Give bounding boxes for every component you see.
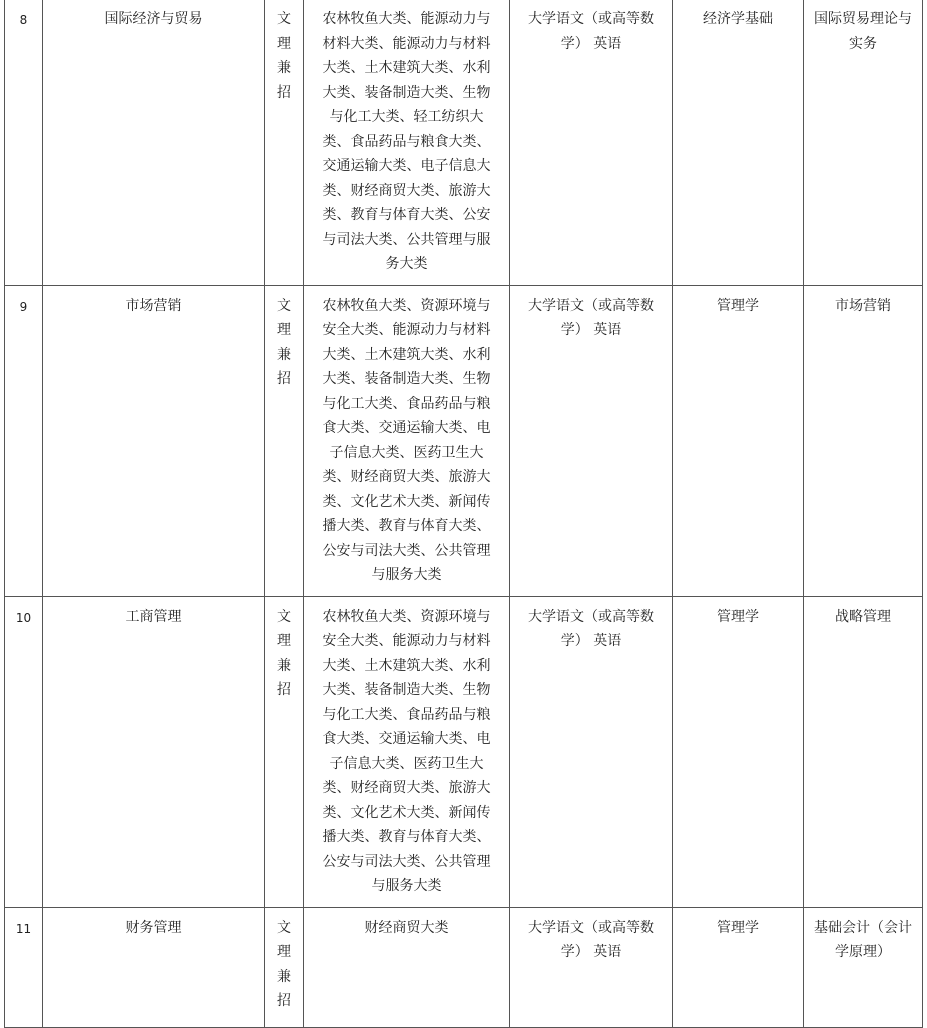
major-name: 市场营销 [43, 285, 265, 596]
professional-exam-1: 经济学基础 [673, 0, 804, 285]
row-index: 9 [5, 285, 43, 596]
major-name: 财务管理 [43, 907, 265, 1027]
admission-mode: 文理兼招 [265, 0, 304, 285]
eligible-majors: 农林牧鱼大类、能源动力与材料大类、能源动力与材料大类、土木建筑大类、水利大类、装备制造大类、生物与化工大类、轻工纺织大类、食品药品与粮食大类、交通运输大类、电子信息大类、财经商贸大类、旅游大类、教育与体育大类、公安与司法大类、公共管理与服务大类 [304, 0, 510, 285]
professional-exam-1: 管理学 [673, 596, 804, 907]
table-row [5, 285, 923, 596]
professional-exam-2: 市场营销 [804, 285, 923, 596]
major-name: 国际经济与贸易 [43, 0, 265, 285]
eligible-majors: 财经商贸大类 [304, 907, 510, 1027]
row-index: 11 [5, 907, 43, 1027]
public-exam-subjects: 大学语文（或高等数学） 英语 [510, 0, 673, 285]
admission-mode: 文理兼招 [265, 907, 304, 1027]
admission-mode: 文理兼招 [265, 596, 304, 907]
public-exam-subjects: 大学语文（或高等数学） 英语 [510, 285, 673, 596]
admission-mode: 文理兼招 [265, 285, 304, 596]
row-index: 8 [5, 0, 43, 285]
table-row [5, 0, 923, 285]
professional-exam-1: 管理学 [673, 907, 804, 1027]
table-row [5, 596, 923, 907]
professional-exam-2: 国际贸易理论与实务 [804, 0, 923, 285]
major-name: 工商管理 [43, 596, 265, 907]
professional-exam-2: 战略管理 [804, 596, 923, 907]
public-exam-subjects: 大学语文（或高等数学） 英语 [510, 596, 673, 907]
professional-exam-2: 基础会计（会计学原理） [804, 907, 923, 1027]
row-index: 10 [5, 596, 43, 907]
public-exam-subjects: 大学语文（或高等数学） 英语 [510, 907, 673, 1027]
enrollment-majors-table [4, 0, 923, 1028]
table-row [5, 907, 923, 1027]
eligible-majors: 农林牧鱼大类、资源环境与安全大类、能源动力与材料大类、土木建筑大类、水利大类、装备制造大类、生物与化工大类、食品药品与粮食大类、交通运输大类、电子信息大类、医药卫生大类、财经商贸大类、旅游大类、文化艺术大类、新闻传播大类、教育与体育大类、公安与司法大类、公共管理与服务大类 [304, 596, 510, 907]
professional-exam-1: 管理学 [673, 285, 804, 596]
eligible-majors: 农林牧鱼大类、资源环境与安全大类、能源动力与材料大类、土木建筑大类、水利大类、装备制造大类、生物与化工大类、食品药品与粮食大类、交通运输大类、电子信息大类、医药卫生大类、财经商贸大类、旅游大类、文化艺术大类、新闻传播大类、教育与体育大类、公安与司法大类、公共管理与服务大类 [304, 285, 510, 596]
